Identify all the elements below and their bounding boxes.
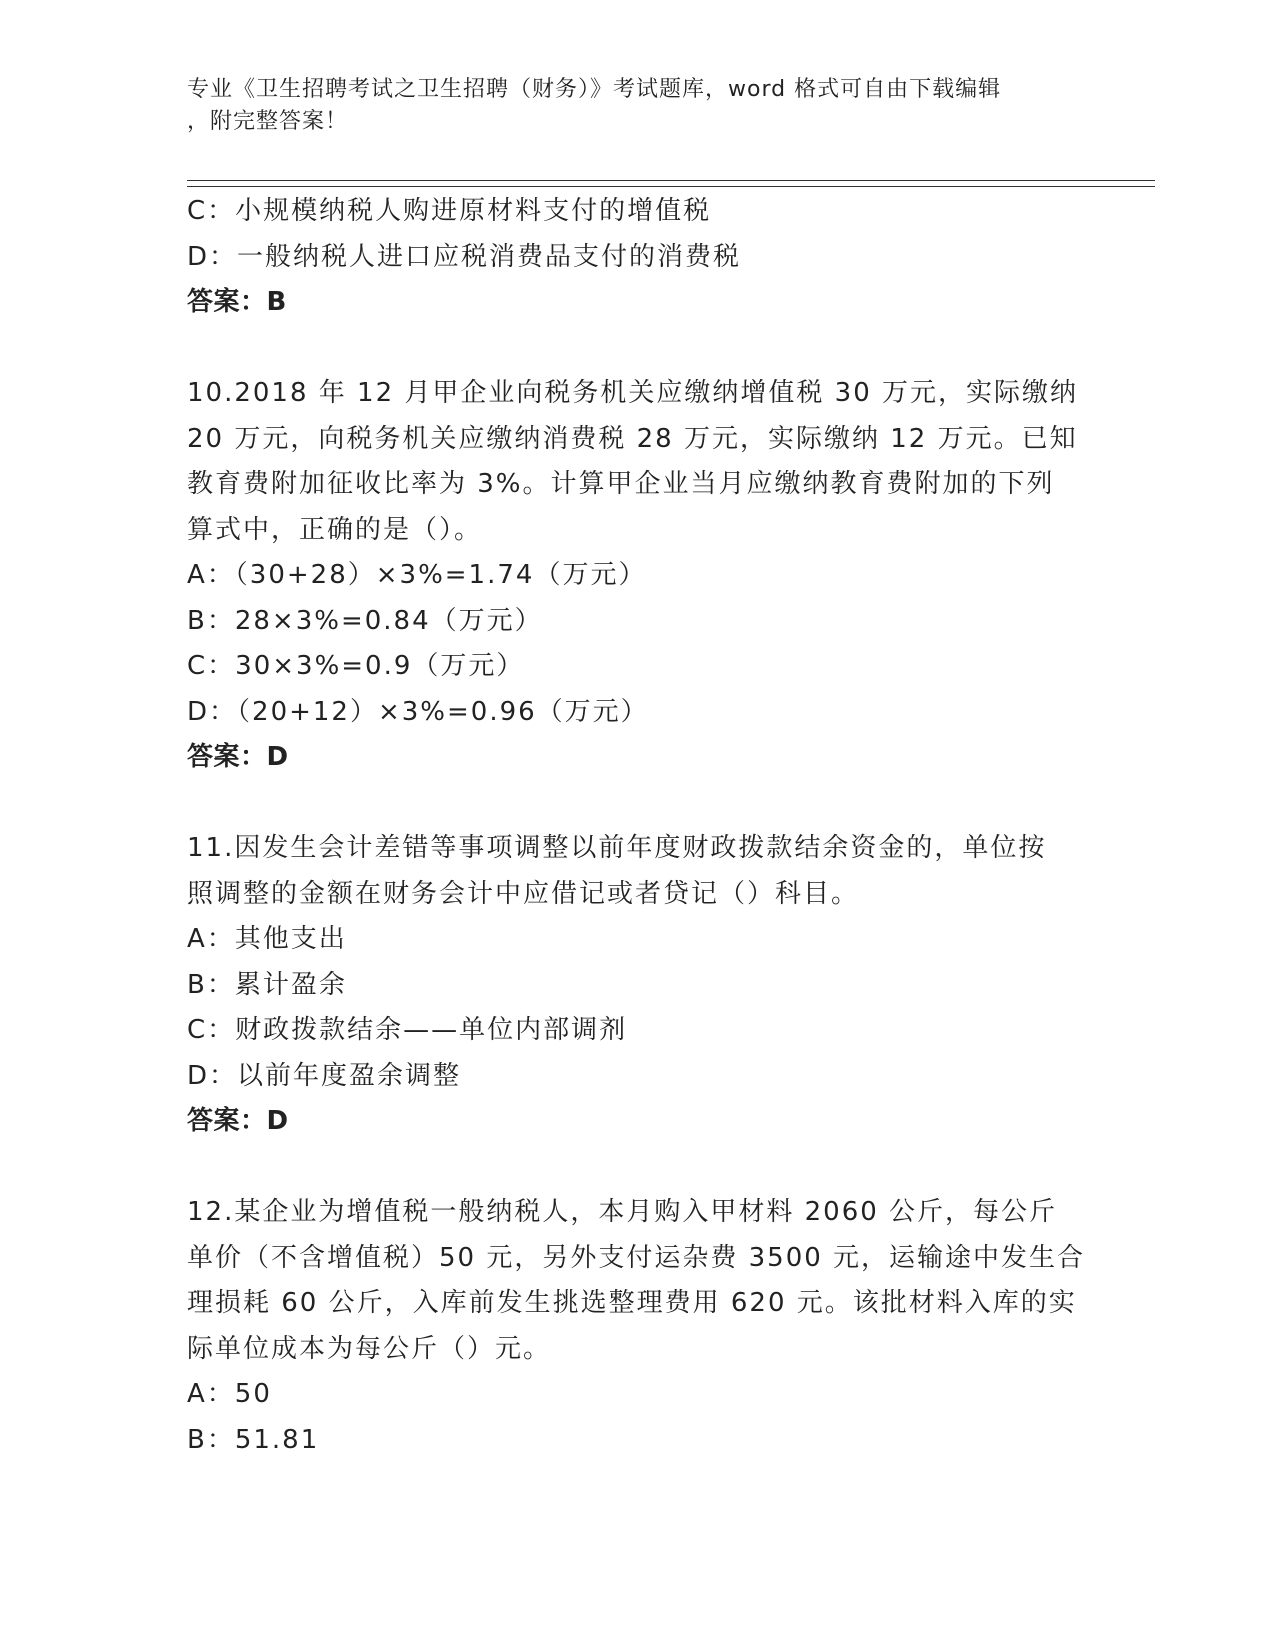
header-divider-bottom: [187, 186, 1155, 187]
q11-option-c: C：财政拨款结余——单位内部调剂: [187, 1015, 628, 1045]
spacer: [187, 781, 1087, 827]
spacer: [187, 326, 1087, 372]
q10-text-line-3: 教育费附加征收比率为 3%。计算甲企业当月应缴纳教育费附加的下列: [187, 469, 1055, 499]
q12-option-a: A：50: [187, 1379, 272, 1409]
question-content: [187, 189, 1087, 1463]
q10-option-d: D：（20+12）×3%=0.96（万元）: [187, 696, 649, 727]
document-header: [187, 74, 1067, 138]
q11-option-d: D：以前年度盈余调整: [187, 1060, 462, 1091]
q10-option-a: A：（30+28）×3%=1.74（万元）: [187, 560, 647, 590]
q11-option-a: A：其他支出: [187, 924, 347, 954]
q9-answer: 答案：B: [187, 287, 287, 317]
q11-option-b: B：累计盈余: [187, 969, 347, 1000]
q10-text-line-2: 20 万元，向税务机关应缴纳消费税 28 万元，实际缴纳 12 万元。已知: [187, 423, 1078, 454]
q12-option-b: B：51.81: [187, 1424, 320, 1455]
q10-text-line-1: 10.2018 年 12 月甲企业向税务机关应缴纳增值税 30 万元，实际缴纳: [187, 378, 1079, 408]
q10-answer: 答案：D: [187, 742, 289, 772]
q11-text-line-2: 照调整的金额在财务会计中应借记或者贷记（）科目。: [187, 878, 860, 909]
q12-text-line-4: 际单位成本为每公斤（）元。: [187, 1333, 552, 1364]
q10-option-c: C：30×3%=0.9（万元）: [187, 651, 525, 681]
q10-option-b: B：28×3%=0.84（万元）: [187, 605, 543, 636]
q12-text-line-1: 12.某企业为增值税一般纳税人，本月购入甲材料 2060 公斤，每公斤: [187, 1197, 1058, 1227]
question-9-tail: [187, 189, 1087, 326]
q9-option-d: D：一般纳税人进口应税消费品支付的消费税: [187, 241, 742, 272]
q12-text-line-2: 单价（不含增值税）50 元，另外支付运杂费 3500 元，运输途中发生合: [187, 1242, 1086, 1273]
question-10: [187, 371, 1087, 781]
q12-text-line-3: 理损耗 60 公斤，入库前发生挑选整理费用 620 元。该批材料入库的实: [187, 1288, 1077, 1318]
q9-option-c: C：小规模纳税人购进原材料支付的增值税: [187, 196, 712, 226]
header-line-1: 专业《卫生招聘考试之卫生招聘（财务）》考试题库，word 格式可自由下载编辑: [187, 77, 1002, 102]
q11-answer: 答案：D: [187, 1106, 289, 1136]
q11-text-line-1: 11.因发生会计差错等事项调整以前年度财政拨款结余资金的，单位按: [187, 833, 1047, 863]
header-line-2: ，附完整答案！: [187, 109, 349, 134]
question-12: [187, 1190, 1087, 1463]
header-divider-top: [187, 180, 1155, 181]
question-11: [187, 826, 1087, 1145]
spacer: [187, 1145, 1087, 1191]
q10-text-line-4: 算式中，正确的是（）。: [187, 514, 483, 545]
